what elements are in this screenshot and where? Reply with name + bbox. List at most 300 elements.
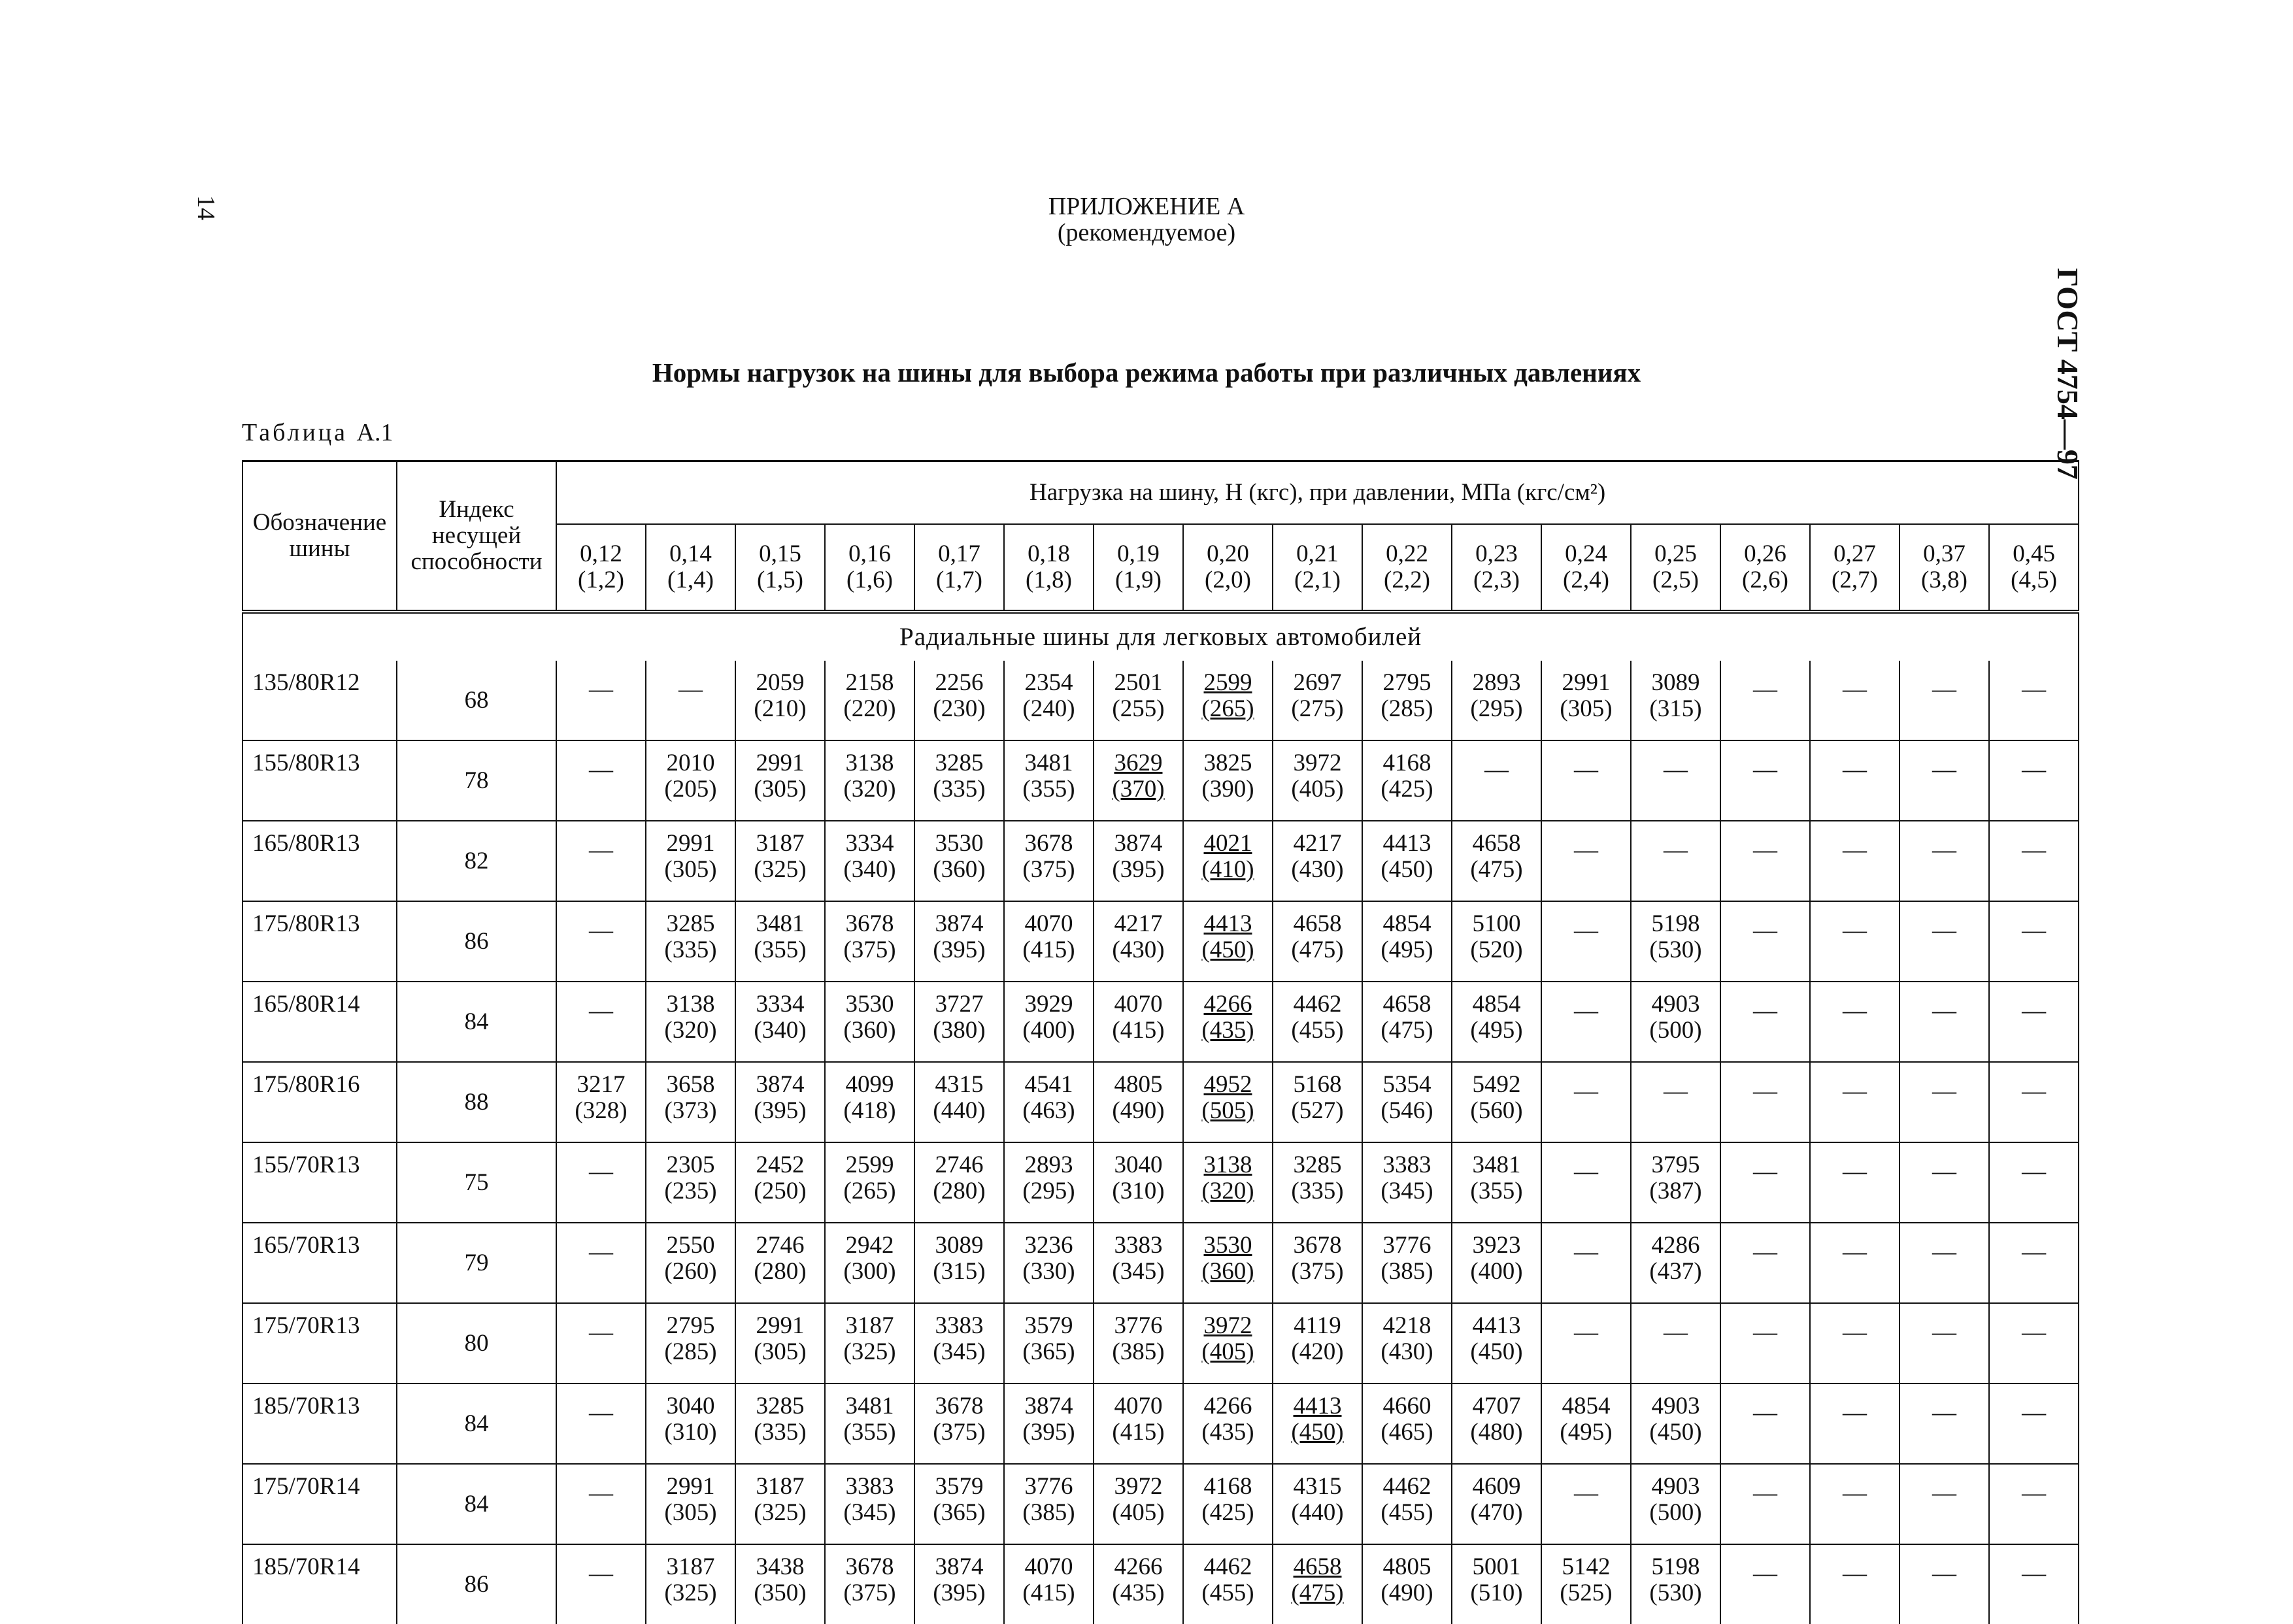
load-kgf: (395) — [1112, 856, 1165, 883]
pressure-kgf: (2,1) — [1294, 567, 1341, 593]
load-cell — [914, 982, 1004, 1062]
load-newtons: 4462 — [1382, 1473, 1431, 1500]
load-cell — [1273, 1544, 1362, 1624]
pressure-header — [825, 524, 914, 612]
load-kgf: (495) — [1560, 1419, 1613, 1446]
load-cell — [825, 1142, 914, 1223]
load-cell — [1183, 1464, 1273, 1544]
load-cell — [735, 1384, 825, 1464]
load-newtons: 5198 — [1651, 1553, 1700, 1580]
empty-cell — [1810, 740, 1900, 821]
load-newtons: 4070 — [1024, 1553, 1073, 1580]
pressure-kgf: (1,5) — [757, 567, 803, 593]
pressure-header — [556, 524, 646, 612]
dash-mark: — — [1932, 1238, 1956, 1265]
load-cell — [825, 982, 914, 1062]
load-kgf: (375) — [1022, 856, 1075, 883]
load-newtons: 4462 — [1203, 1553, 1252, 1580]
dash-mark: — — [1574, 1078, 1598, 1104]
load-kgf: (410) — [1201, 856, 1254, 883]
empty-cell — [1541, 740, 1631, 821]
load-index: 84 — [397, 982, 556, 1062]
load-cell — [1183, 1062, 1273, 1142]
dash-mark: — — [1753, 1238, 1777, 1265]
load-kgf: (475) — [1291, 936, 1344, 963]
empty-cell — [1989, 821, 2079, 901]
load-newtons: 4168 — [1203, 1473, 1252, 1500]
load-cell — [1362, 901, 1452, 982]
load-kgf: (345) — [1381, 1178, 1433, 1204]
load-newtons: 3383 — [935, 1312, 984, 1339]
load-newtons: 3334 — [845, 830, 894, 857]
table-row — [243, 661, 2079, 740]
load-newtons: 4217 — [1114, 910, 1163, 937]
load-cell — [1362, 1303, 1452, 1384]
load-index: 79 — [397, 1223, 556, 1303]
pressure-kgf: (2,4) — [1563, 567, 1609, 593]
load-newtons: 4266 — [1114, 1553, 1163, 1580]
dash-mark: — — [589, 1399, 613, 1426]
load-newtons: 4707 — [1472, 1393, 1521, 1419]
pressure-mpa: 0,24 — [1565, 540, 1607, 567]
load-cell — [1183, 1223, 1273, 1303]
load-newtons: 3874 — [935, 1553, 984, 1580]
load-newtons: 3481 — [845, 1393, 894, 1419]
empty-cell — [1541, 1062, 1631, 1142]
empty-cell — [1810, 901, 1900, 982]
section-title: Радиальные шины для легковых автомобилей — [243, 612, 2079, 661]
load-newtons: 3579 — [1024, 1312, 1073, 1339]
load-kgf: (415) — [1022, 936, 1075, 963]
load-newtons: 4805 — [1114, 1071, 1163, 1098]
load-kgf: (335) — [664, 936, 717, 963]
page-number: 14 — [192, 195, 220, 220]
load-kgf: (360) — [933, 856, 986, 883]
load-kgf: (315) — [933, 1258, 986, 1285]
empty-cell — [1720, 1464, 1810, 1544]
load-kgf: (355) — [1470, 1178, 1523, 1204]
load-cell — [1362, 1464, 1452, 1544]
load-index: 84 — [397, 1464, 556, 1544]
load-kgf: (365) — [1022, 1338, 1075, 1365]
document-title: Нормы нагрузок на шины для выбора режима работы при различных давлениях — [652, 357, 1641, 388]
load-kgf: (405) — [1201, 1338, 1254, 1365]
pressure-header — [1273, 524, 1362, 612]
pressure-kgf: (2,6) — [1742, 567, 1788, 593]
empty-cell — [1631, 1062, 1720, 1142]
load-index: 86 — [397, 1544, 556, 1624]
load-kgf: (450) — [1470, 1338, 1523, 1365]
load-kgf: (395) — [933, 1580, 986, 1606]
load-newtons: 2599 — [845, 1152, 894, 1178]
load-index: 82 — [397, 821, 556, 901]
load-kgf: (430) — [1291, 856, 1344, 883]
load-cell — [1452, 901, 1541, 982]
load-newtons: 3874 — [756, 1071, 805, 1098]
empty-cell — [1810, 1384, 1900, 1464]
load-kgf: (335) — [754, 1419, 807, 1446]
dash-mark: — — [1932, 997, 1956, 1024]
load-kgf: (345) — [933, 1338, 986, 1365]
dash-mark: — — [1574, 756, 1598, 783]
dash-mark: — — [589, 756, 613, 783]
load-newtons: 3285 — [935, 750, 984, 776]
appendix-note: (рекомендуемое) — [1057, 219, 1236, 246]
empty-cell — [556, 740, 646, 821]
table-body — [243, 612, 2079, 1624]
empty-cell — [1541, 1142, 1631, 1223]
appendix-heading — [0, 193, 2293, 246]
empty-cell — [1810, 1223, 1900, 1303]
load-kgf: (435) — [1112, 1580, 1165, 1606]
pressure-kgf: (2,7) — [1832, 567, 1878, 593]
load-newtons: 2550 — [666, 1232, 715, 1259]
empty-cell — [1720, 1303, 1810, 1384]
load-newtons: 3923 — [1472, 1232, 1521, 1259]
pressure-mpa: 0,15 — [759, 540, 801, 567]
dash-mark: — — [2022, 1319, 2047, 1346]
dash-mark: — — [1843, 676, 1867, 703]
empty-cell — [1631, 740, 1720, 821]
tire-designation: 175/70R13 — [243, 1303, 397, 1384]
load-cell — [1631, 1142, 1720, 1223]
load-kgf: (325) — [664, 1580, 717, 1606]
load-cell — [1094, 661, 1183, 740]
empty-cell — [1810, 1464, 1900, 1544]
load-newtons: 2991 — [1562, 669, 1611, 696]
load-newtons: 3874 — [1024, 1393, 1073, 1419]
load-newtons: 3727 — [935, 991, 984, 1018]
dash-mark: — — [1843, 1238, 1867, 1265]
dash-mark: — — [2022, 1399, 2047, 1426]
load-newtons: 4266 — [1203, 1393, 1252, 1419]
header-load-group: Нагрузка на шину, Н (кгс), при давлении, МПа (кгс/см²) — [556, 461, 2079, 525]
load-kgf: (355) — [754, 936, 807, 963]
load-kgf: (400) — [1022, 1017, 1075, 1044]
pressure-mpa: 0,45 — [2013, 540, 2055, 567]
load-cell — [825, 1303, 914, 1384]
load-newtons: 3089 — [935, 1232, 984, 1259]
header-index: Индекс несущей способности — [397, 461, 556, 612]
load-cell — [1004, 1464, 1094, 1544]
load-cell — [914, 901, 1004, 982]
load-newtons: 4099 — [845, 1071, 894, 1098]
load-kgf: (415) — [1022, 1580, 1075, 1606]
load-index: 86 — [397, 901, 556, 982]
load-cell — [1004, 1062, 1094, 1142]
load-newtons: 4903 — [1651, 1473, 1700, 1500]
load-cell — [1094, 1142, 1183, 1223]
load-newtons: 2991 — [666, 830, 715, 857]
load-newtons: 3138 — [1203, 1152, 1252, 1178]
table-row — [243, 1062, 2079, 1142]
dash-mark: — — [2022, 997, 2047, 1024]
pressure-mpa: 0,22 — [1386, 540, 1428, 567]
load-kgf: (475) — [1291, 1580, 1344, 1606]
empty-cell — [556, 1303, 646, 1384]
load-kgf: (440) — [933, 1097, 986, 1124]
load-cell — [1094, 740, 1183, 821]
dash-mark: — — [1932, 1480, 1956, 1506]
load-cell — [1004, 661, 1094, 740]
load-newtons: 2158 — [845, 669, 894, 696]
load-cell — [1452, 1223, 1541, 1303]
empty-cell — [1989, 1544, 2079, 1624]
empty-cell — [1720, 661, 1810, 740]
dash-mark: — — [1574, 1158, 1598, 1185]
load-kgf: (345) — [843, 1499, 896, 1526]
load-cell — [646, 901, 735, 982]
load-kgf: (305) — [754, 1338, 807, 1365]
load-newtons: 3040 — [1114, 1152, 1163, 1178]
load-cell — [1004, 1384, 1094, 1464]
empty-cell — [1720, 982, 1810, 1062]
pressure-mpa: 0,14 — [669, 540, 712, 567]
load-newtons: 3579 — [935, 1473, 984, 1500]
load-newtons: 2354 — [1024, 669, 1073, 696]
empty-cell — [1900, 901, 1989, 982]
empty-cell — [1810, 661, 1900, 740]
dash-mark: — — [1664, 1319, 1688, 1346]
dash-mark: — — [2022, 1158, 2047, 1185]
load-cell — [735, 740, 825, 821]
load-cell — [1273, 821, 1362, 901]
dash-mark: — — [1932, 1078, 1956, 1104]
empty-cell — [1541, 1223, 1631, 1303]
load-kgf: (345) — [1112, 1258, 1165, 1285]
load-newtons: 3481 — [1472, 1152, 1521, 1178]
dash-mark: — — [1753, 917, 1777, 944]
empty-cell — [1810, 1303, 1900, 1384]
dash-mark: — — [1843, 1158, 1867, 1185]
load-kgf: (527) — [1291, 1097, 1344, 1124]
load-newtons: 4658 — [1472, 830, 1521, 857]
table-row — [243, 1142, 2079, 1223]
dash-mark: — — [1753, 1480, 1777, 1506]
empty-cell — [1900, 1303, 1989, 1384]
load-kgf: (450) — [1381, 856, 1433, 883]
dash-mark: — — [589, 1238, 613, 1265]
load-newtons: 3383 — [845, 1473, 894, 1500]
load-cell — [1094, 1062, 1183, 1142]
load-cell — [1004, 1142, 1094, 1223]
pressure-header — [1004, 524, 1094, 612]
pressure-mpa: 0,18 — [1028, 540, 1070, 567]
load-kgf: (305) — [754, 776, 807, 803]
load-newtons: 4266 — [1203, 991, 1252, 1018]
pressure-header — [1900, 524, 1989, 612]
pressure-header — [914, 524, 1004, 612]
empty-cell — [1900, 1142, 1989, 1223]
dash-mark: — — [1843, 1399, 1867, 1426]
load-cell — [1183, 901, 1273, 982]
pressure-mpa: 0,16 — [848, 540, 891, 567]
load-cell — [646, 1223, 735, 1303]
load-newtons: 3825 — [1203, 750, 1252, 776]
empty-cell — [556, 1223, 646, 1303]
load-newtons: 4660 — [1382, 1393, 1431, 1419]
load-cell — [1094, 1544, 1183, 1624]
table-label-word: Таблица — [242, 419, 348, 446]
load-kgf: (405) — [1112, 1499, 1165, 1526]
dash-mark: — — [1574, 837, 1598, 863]
pressure-mpa: 0,20 — [1207, 540, 1249, 567]
pressure-header — [1810, 524, 1900, 612]
load-index: 80 — [397, 1303, 556, 1384]
load-cell — [825, 661, 914, 740]
load-newtons: 4168 — [1382, 750, 1431, 776]
tire-designation: 155/80R13 — [243, 740, 397, 821]
load-cell — [1631, 1544, 1720, 1624]
empty-cell — [1452, 740, 1541, 821]
dash-mark: — — [1664, 1078, 1688, 1104]
dash-mark: — — [1664, 837, 1688, 863]
load-kgf: (387) — [1649, 1178, 1702, 1204]
load-kgf: (415) — [1112, 1017, 1165, 1044]
load-table — [242, 460, 2079, 1624]
load-newtons: 4658 — [1382, 991, 1431, 1018]
dash-mark: — — [2022, 1238, 2047, 1265]
load-kgf: (235) — [664, 1178, 717, 1204]
load-newtons: 5100 — [1472, 910, 1521, 937]
load-newtons: 5168 — [1293, 1071, 1342, 1098]
load-cell — [1362, 1062, 1452, 1142]
empty-cell — [1810, 1062, 1900, 1142]
empty-cell — [1541, 982, 1631, 1062]
load-newtons: 4413 — [1472, 1312, 1521, 1339]
load-newtons: 3530 — [845, 991, 894, 1018]
table-row — [243, 1303, 2079, 1384]
load-newtons: 4854 — [1382, 910, 1431, 937]
load-cell — [1452, 982, 1541, 1062]
empty-cell — [1810, 821, 1900, 901]
load-newtons: 3138 — [666, 991, 715, 1018]
dash-mark: — — [1843, 837, 1867, 863]
load-cell — [1631, 661, 1720, 740]
load-kgf: (295) — [1470, 695, 1523, 722]
dash-mark: — — [1574, 1238, 1598, 1265]
pressure-header — [1452, 524, 1541, 612]
load-newtons: 2942 — [845, 1232, 894, 1259]
empty-cell — [1541, 821, 1631, 901]
load-kgf: (495) — [1381, 936, 1433, 963]
pressure-header — [1362, 524, 1452, 612]
empty-cell — [1989, 982, 2079, 1062]
load-cell — [1004, 1223, 1094, 1303]
load-newtons: 3089 — [1651, 669, 1700, 696]
load-kgf: (265) — [1201, 695, 1254, 722]
load-kgf: (418) — [843, 1097, 896, 1124]
dash-mark: — — [1932, 676, 1956, 703]
pressure-kgf: (2,3) — [1473, 567, 1520, 593]
dash-mark: — — [1843, 1319, 1867, 1346]
load-kgf: (546) — [1381, 1097, 1433, 1124]
dash-mark: — — [1753, 1319, 1777, 1346]
load-kgf: (520) — [1470, 936, 1523, 963]
load-newtons: 4854 — [1562, 1393, 1611, 1419]
empty-cell — [556, 1142, 646, 1223]
empty-cell — [1810, 982, 1900, 1062]
tire-designation: 165/70R13 — [243, 1223, 397, 1303]
load-newtons: 3972 — [1293, 750, 1342, 776]
load-cell — [1541, 1544, 1631, 1624]
load-cell — [646, 821, 735, 901]
load-cell — [646, 1544, 735, 1624]
load-cell — [1362, 1384, 1452, 1464]
load-newtons: 3658 — [666, 1071, 715, 1098]
dash-mark: — — [1753, 1078, 1777, 1104]
dash-mark: — — [1932, 1399, 1956, 1426]
load-cell — [914, 661, 1004, 740]
dash-mark: — — [589, 997, 613, 1024]
dash-mark: — — [2022, 1078, 2047, 1104]
load-kgf: (530) — [1649, 936, 1702, 963]
load-kgf: (440) — [1291, 1499, 1344, 1526]
load-kgf: (560) — [1470, 1097, 1523, 1124]
load-cell — [1452, 1384, 1541, 1464]
load-cell — [735, 821, 825, 901]
load-kgf: (475) — [1470, 856, 1523, 883]
load-cell — [1183, 1303, 1273, 1384]
load-cell — [1094, 1384, 1183, 1464]
empty-cell — [1900, 982, 1989, 1062]
load-kgf: (365) — [933, 1499, 986, 1526]
load-kgf: (275) — [1291, 695, 1344, 722]
load-newtons: 3530 — [935, 830, 984, 857]
dash-mark: — — [2022, 1480, 2047, 1506]
empty-cell — [1989, 901, 2079, 982]
pressure-header — [646, 524, 735, 612]
load-cell — [1094, 1303, 1183, 1384]
load-cell — [646, 1384, 735, 1464]
dash-mark: — — [1843, 1078, 1867, 1104]
load-cell — [735, 901, 825, 982]
table-label-number: А.1 — [356, 419, 393, 446]
load-newtons: 3236 — [1024, 1232, 1073, 1259]
load-newtons: 2795 — [666, 1312, 715, 1339]
load-kgf: (240) — [1022, 695, 1075, 722]
load-cell — [1004, 982, 1094, 1062]
load-kgf: (310) — [1112, 1178, 1165, 1204]
load-newtons: 3138 — [845, 750, 894, 776]
load-kgf: (500) — [1649, 1017, 1702, 1044]
load-cell — [646, 1142, 735, 1223]
load-kgf: (450) — [1649, 1419, 1702, 1446]
load-newtons: 4413 — [1382, 830, 1431, 857]
load-kgf: (375) — [933, 1419, 986, 1446]
load-cell — [1452, 1303, 1541, 1384]
load-cell — [1273, 982, 1362, 1062]
load-cell — [1273, 1223, 1362, 1303]
load-newtons: 3678 — [845, 1553, 894, 1580]
load-kgf: (430) — [1112, 936, 1165, 963]
load-kgf: (385) — [1112, 1338, 1165, 1365]
load-kgf: (455) — [1381, 1499, 1433, 1526]
load-cell — [1631, 1223, 1720, 1303]
pressure-kgf: (2,0) — [1205, 567, 1251, 593]
load-cell — [914, 740, 1004, 821]
load-kgf: (280) — [754, 1258, 807, 1285]
tire-designation: 185/70R13 — [243, 1384, 397, 1464]
dash-mark: — — [589, 1158, 613, 1185]
dash-mark: — — [1932, 837, 1956, 863]
pressure-header — [1183, 524, 1273, 612]
load-cell — [1094, 982, 1183, 1062]
load-cell — [735, 1544, 825, 1624]
load-newtons: 2059 — [756, 669, 805, 696]
tire-designation: 155/70R13 — [243, 1142, 397, 1223]
load-newtons: 2305 — [666, 1152, 715, 1178]
